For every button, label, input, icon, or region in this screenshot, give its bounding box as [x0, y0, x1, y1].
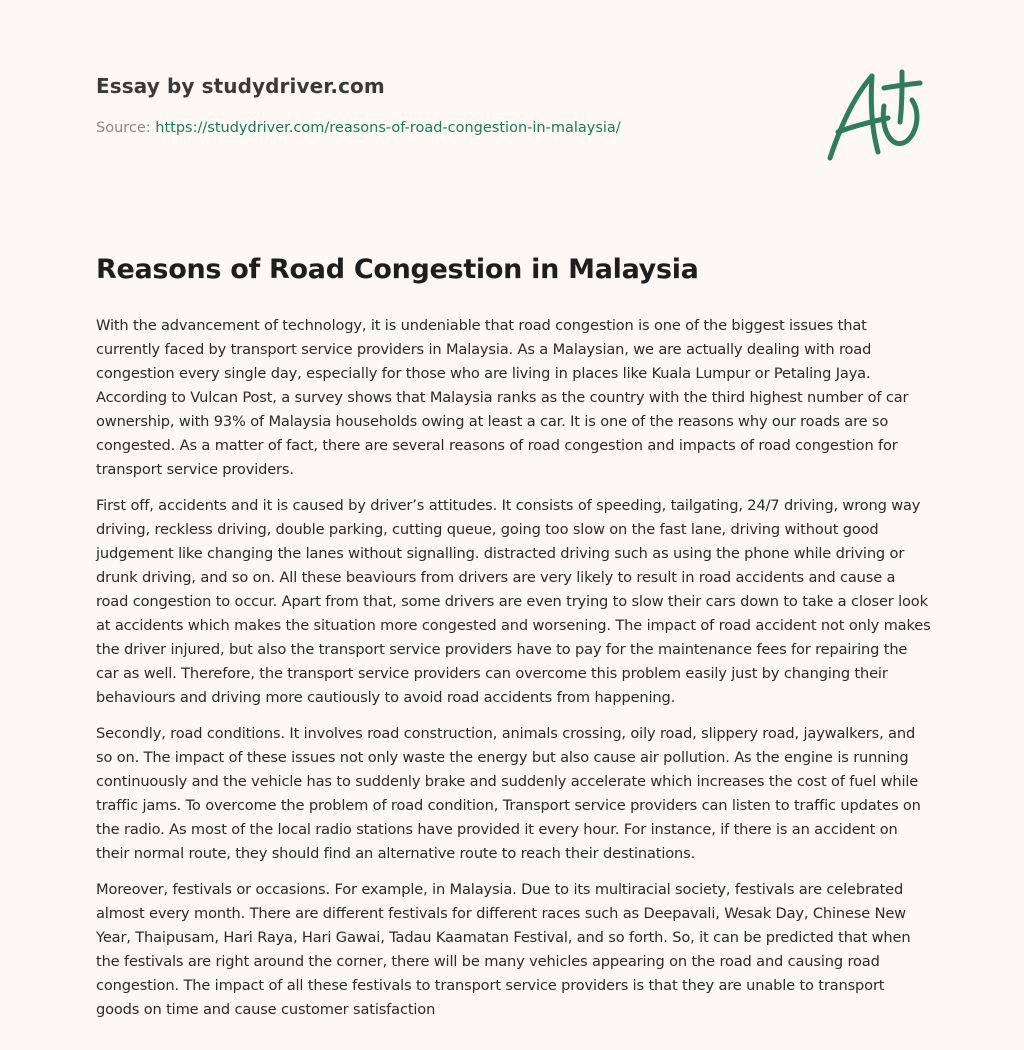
- source-label: Source:: [96, 120, 151, 136]
- a-plus-grade-icon: [820, 66, 930, 166]
- page-header: [96, 74, 816, 136]
- site-brand: Essay by studydriver.com: [96, 74, 385, 98]
- source-line: [96, 120, 816, 136]
- essay-paragraph: Secondly, road conditions. It involves road construction, animals crossing, oily road, slippery road, jaywalkers, and so on. The impact of these issues not only waste the energy but also cause air pollution. As the engine is running continuously and the vehicle has to suddenly brake and suddenly accelerate which increases the cost of fuel while traffic jams. To overcome the problem of road condition, Transport service providers can listen to traffic updates on the radio. As most of the local radio stations have provided it every hour. For instance, if there is an accident on their normal route, they should find an alternative route to reach their destinations.: [96, 725, 921, 862]
- essay-body: [96, 314, 932, 1034]
- source-link[interactable]: https://studydriver.com/reasons-of-road-congestion-in-malaysia/: [155, 120, 621, 136]
- essay-paragraph: Moreover, festivals or occasions. For example, in Malaysia. Due to its multiracial society, festivals are celebrated almost every month. There are different festivals for different races such as Deepavali, Wesak Day, Chinese New Year, Thaipusam, Hari Raya, Hari Gawai, Tadau Kaamatan Festival, and so forth. So, it can be predicted that when the festivals are right around the corner, there will be many vehicles appearing on the road and causing road congestion. The impact of all these festivals to transport service providers is that they are unable to transport goods on time and cause customer satisfaction: [96, 881, 911, 1018]
- essay-paragraph: First off, accidents and it is caused by driver’s attitudes. It consists of speeding, tailgating, 24/7 driving, wrong way driving, reckless driving, double parking, cutting queue, going too slow on the fast lane, driving without good judgement like changing the lanes without signalling. distracted driving such as using the phone while driving or drunk driving, and so on. All these beaviours from drivers are very likely to result in road accidents and cause a road congestion to occur. Apart from that, some drivers are even trying to slow their cars down to take a closer look at accidents which makes the situation more congested and worsening. The impact of road accident not only makes the driver injured, but also the transport service providers have to pay for the maintenance fees for repairing the car as well. Therefore, the transport service providers can overcome this problem easily just by changing their behaviours and driving more cautiously to avoid road accidents from happening.: [96, 497, 931, 706]
- essay-paragraph: With the advancement of technology, it is undeniable that road congestion is one of the biggest issues that currently faced by transport service providers in Malaysia. As a Malaysian, we are actually dealing with road congestion every single day, especially for those who are living in places like Kuala Lumpur or Petaling Jaya. According to Vulcan Post, a survey shows that Malaysia ranks as the country with the third highest number of car ownership, with 93% of Malaysia households owing at least a car. It is one of the reasons why our roads are so congested. As a matter of fact, there are several reasons of road congestion and impacts of road congestion for transport service providers.: [96, 317, 909, 478]
- essay-title: Reasons of Road Congestion in Malaysia: [96, 254, 699, 285]
